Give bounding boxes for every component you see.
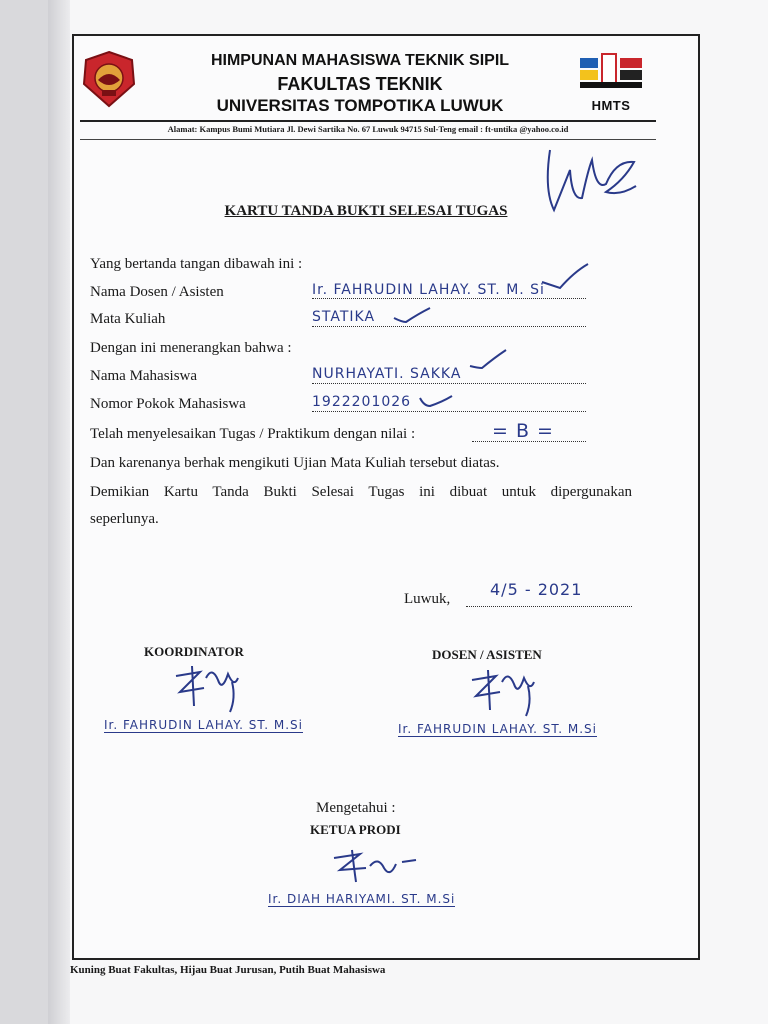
hmts-logo-label: HMTS (591, 98, 631, 113)
org-name-line3: UNIVERSITAS TOMPOTIKA LUWUK (216, 96, 504, 115)
coordinator-name: Ir. FAHRUDIN LAHAY. ST. M.Si (104, 718, 303, 732)
lecturer-signature (468, 666, 548, 718)
student-id-value: 1922201026 (312, 394, 412, 410)
paraf-signature (536, 140, 646, 224)
org-name-line2: FAKULTAS TEKNIK (277, 74, 443, 94)
coordinator-title: KOORDINATOR (144, 644, 244, 659)
student-id-dotted-line (312, 410, 586, 412)
org-name-line1: HIMPUNAN MAHASISWA TEKNIK SIPIL (210, 52, 510, 69)
intro-text: Yang bertanda tangan dibawah ini : (90, 256, 303, 272)
lecturer-dotted-line (312, 297, 586, 299)
lecturer-label: Nama Dosen / Asisten (90, 284, 224, 300)
university-logo-icon (80, 50, 138, 108)
course-label: Mata Kuliah (90, 311, 166, 327)
head-of-program-signature (330, 848, 420, 888)
coordinator-signature (172, 662, 252, 714)
exam-eligibility-text: Dan karenanya berhak mengikuti Ujian Mata Kuliah tersebut diatas. (90, 455, 500, 471)
check-mark-icon (418, 392, 454, 410)
closing-text-line1: Demikian Kartu Tanda Bukti Selesai Tugas ini dibuat untuk dipergunakan (90, 484, 632, 500)
check-mark-icon (540, 262, 590, 292)
student-id-label: Nomor Pokok Mahasiswa (90, 396, 246, 412)
document-title: KARTU TANDA BUKTI SELESAI TUGAS (224, 203, 508, 219)
acknowledge-label: Mengetahui : (316, 800, 396, 816)
student-name-value: NURHAYATI. SAKKA (312, 366, 462, 382)
head-of-program-title: KETUA PRODI (310, 822, 401, 837)
course-value: STATIKA (312, 309, 376, 325)
date-value: 4/5 - 2021 (490, 580, 583, 599)
place-label: Luwuk, (404, 591, 451, 607)
student-name-label: Nama Mahasiswa (90, 368, 198, 384)
head-of-program-name: Ir. DIAH HARIYAMI. ST. M.Si (268, 892, 456, 906)
grade-sentence: Telah menyelesaikan Tugas / Praktikum dengan nilai : (90, 426, 416, 442)
copy-distribution-note: Kuning Buat Fakultas, Hijau Buat Jurusan, Putih Buat Mahasiswa (70, 964, 386, 976)
grade-value: = B = (492, 420, 554, 442)
lecturer-value: Ir. FAHRUDIN LAHAY. ST. M. Si (312, 282, 545, 298)
course-dotted-line (312, 325, 586, 327)
lecturer-sign-name: Ir. FAHRUDIN LAHAY. ST. M.Si (398, 722, 597, 736)
check-mark-icon (468, 348, 508, 372)
statement-text: Dengan ini menerangkan bahwa : (90, 340, 292, 356)
closing-text-line2: seperlunya. (90, 511, 159, 527)
address-line: Alamat: Kampus Bumi Mutiara Jl. Dewi Sartika No. 67 Luwuk 94715 Sul-Teng email : ft-untika @yahoo.co.id (167, 124, 569, 134)
lecturer-sign-title: DOSEN / ASISTEN (432, 647, 542, 662)
date-dotted-line (466, 605, 632, 607)
student-name-dotted-line (312, 382, 586, 384)
paper-edge-shadow (48, 0, 70, 1024)
check-mark-icon (392, 306, 432, 326)
